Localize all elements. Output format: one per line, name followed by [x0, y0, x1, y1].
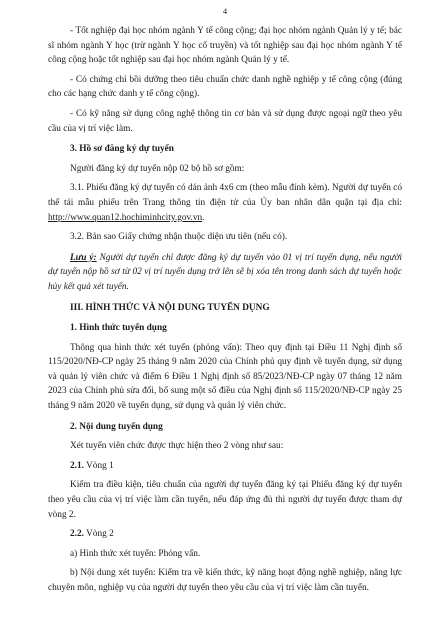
- round-1-label: 2.1.: [70, 460, 84, 471]
- section-III-heading: III. HÌNH THỨC VÀ NỘI DUNG TUYỂN DỤNG: [70, 302, 270, 313]
- round-2-title: Vòng 2: [83, 529, 114, 540]
- sub-1-text: Thông qua hình thức xét tuyển (phỏng vấn): Theo quy định tại Điều 11 Nghị định số 115/2020/NĐ-CP ngày 25 tháng 9 năm 2020 của Chính phủ quy định về tuyển dụng, sử dụng và quản lý viên chức và điểm 6 Điều 1 Nghị định số 85/2023/NĐ-CP ngày 07 tháng 12 năm 2023 của Chính phủ sửa đổi, bổ sung một số điều của Nghị định số 115/2020/NĐ-CP ngày 25 tháng 9 năm 2020 về tuyển dụng, sử dụng và quản lý viên chức.: [48, 342, 402, 412]
- document-page: [48, 6, 402, 596]
- sub-2-heading: 2. Nội dung tuyển dụng: [70, 421, 163, 432]
- section-3-heading: 3. Hồ sơ đăng ký dự tuyển: [70, 144, 174, 155]
- round-1-heading: [48, 459, 402, 474]
- item-1-text: 3.1. Phiếu đăng ký dự tuyển có dán ảnh 4x6 cm (theo mẫu đính kèm). Người dự tuyển có thể tải mẫu phiếu trên Trang thông tin điện tử của Ủy ban nhân dân quận tại địa chỉ:: [48, 183, 402, 208]
- item-1-end: .: [202, 212, 205, 223]
- section-3-item-2: 3.2. Bản sao Giấy chứng nhận thuộc diện ưu tiên (nếu có).: [70, 232, 288, 243]
- sub-1-heading: 1. Hình thức tuyển dụng: [70, 323, 167, 334]
- round-1-text: Kiểm tra điều kiện, tiêu chuẩn của người dự tuyển đăng ký tại Phiếu đăng ký dự tuyển theo yêu cầu của vị trí việc làm cần tuyển, nếu đáp ứng đủ thì người dự tuyển được tham dự vòng 2.: [48, 480, 402, 520]
- round-2-heading: [48, 527, 402, 542]
- note-label: Lưu ý:: [70, 252, 97, 263]
- page-number: 4: [222, 6, 228, 16]
- round-2-b: b) Nội dung xét tuyển: Kiểm tra về kiến thức, kỹ năng hoạt động nghề nghiệp, năng lực chuyên môn, nghiệp vụ của người dự tuyển theo yêu cầu của vị trí việc làm cần tuyển.: [48, 568, 402, 593]
- round-2-label: 2.2.: [70, 529, 84, 540]
- section-3-intro: Người đăng ký dự tuyển nộp 02 bộ hồ sơ gồm:: [70, 163, 245, 174]
- requirement-it-language: - Có kỹ năng sử dụng công nghệ thông tin cơ bản và sử dụng được ngoại ngữ theo yêu cầu của vị trí việc làm.: [48, 108, 402, 134]
- round-1-title: Vòng 1: [83, 460, 114, 471]
- sub-2-intro: Xét tuyển viên chức được thực hiện theo 2 vòng như sau:: [70, 441, 284, 452]
- note-paragraph: [48, 251, 402, 295]
- note-text: Người dự tuyển chỉ được đăng ký dự tuyển vào 01 vị trí tuyển dụng, nếu người dự tuyển nộp hồ sơ từ 02 vị trí tuyển dụng trở lên sẽ bị xóa tên trong danh sách dự tuyển hoặc hủy kết quả xét tuyển.: [48, 252, 402, 292]
- requirement-degree: - Tốt nghiệp đại học nhóm ngành Y tế công cộng; đại học nhóm ngành Quản lý y tế; bác sĩ nhóm ngành Y học (trừ ngành Y học cổ truyền) và tốt nghiệp sau đại học nhóm ngành Y tế công cộng hoặc tốt nghiệp sau đại học nhóm ngành Quản lý y tế.: [48, 26, 402, 66]
- district-website-link[interactable]: http://www.quan12.hochiminhcity.gov.vn: [48, 212, 203, 223]
- requirement-certificate: - Có chứng chỉ bồi dưỡng theo tiêu chuẩn chức danh nghề nghiệp y tế công cộng (đúng cho các hạng chức danh y tế công cộng).: [48, 74, 402, 100]
- round-2-a: a) Hình thức xét tuyển: Phỏng vấn.: [70, 548, 201, 559]
- section-3-item-1: [48, 181, 402, 225]
